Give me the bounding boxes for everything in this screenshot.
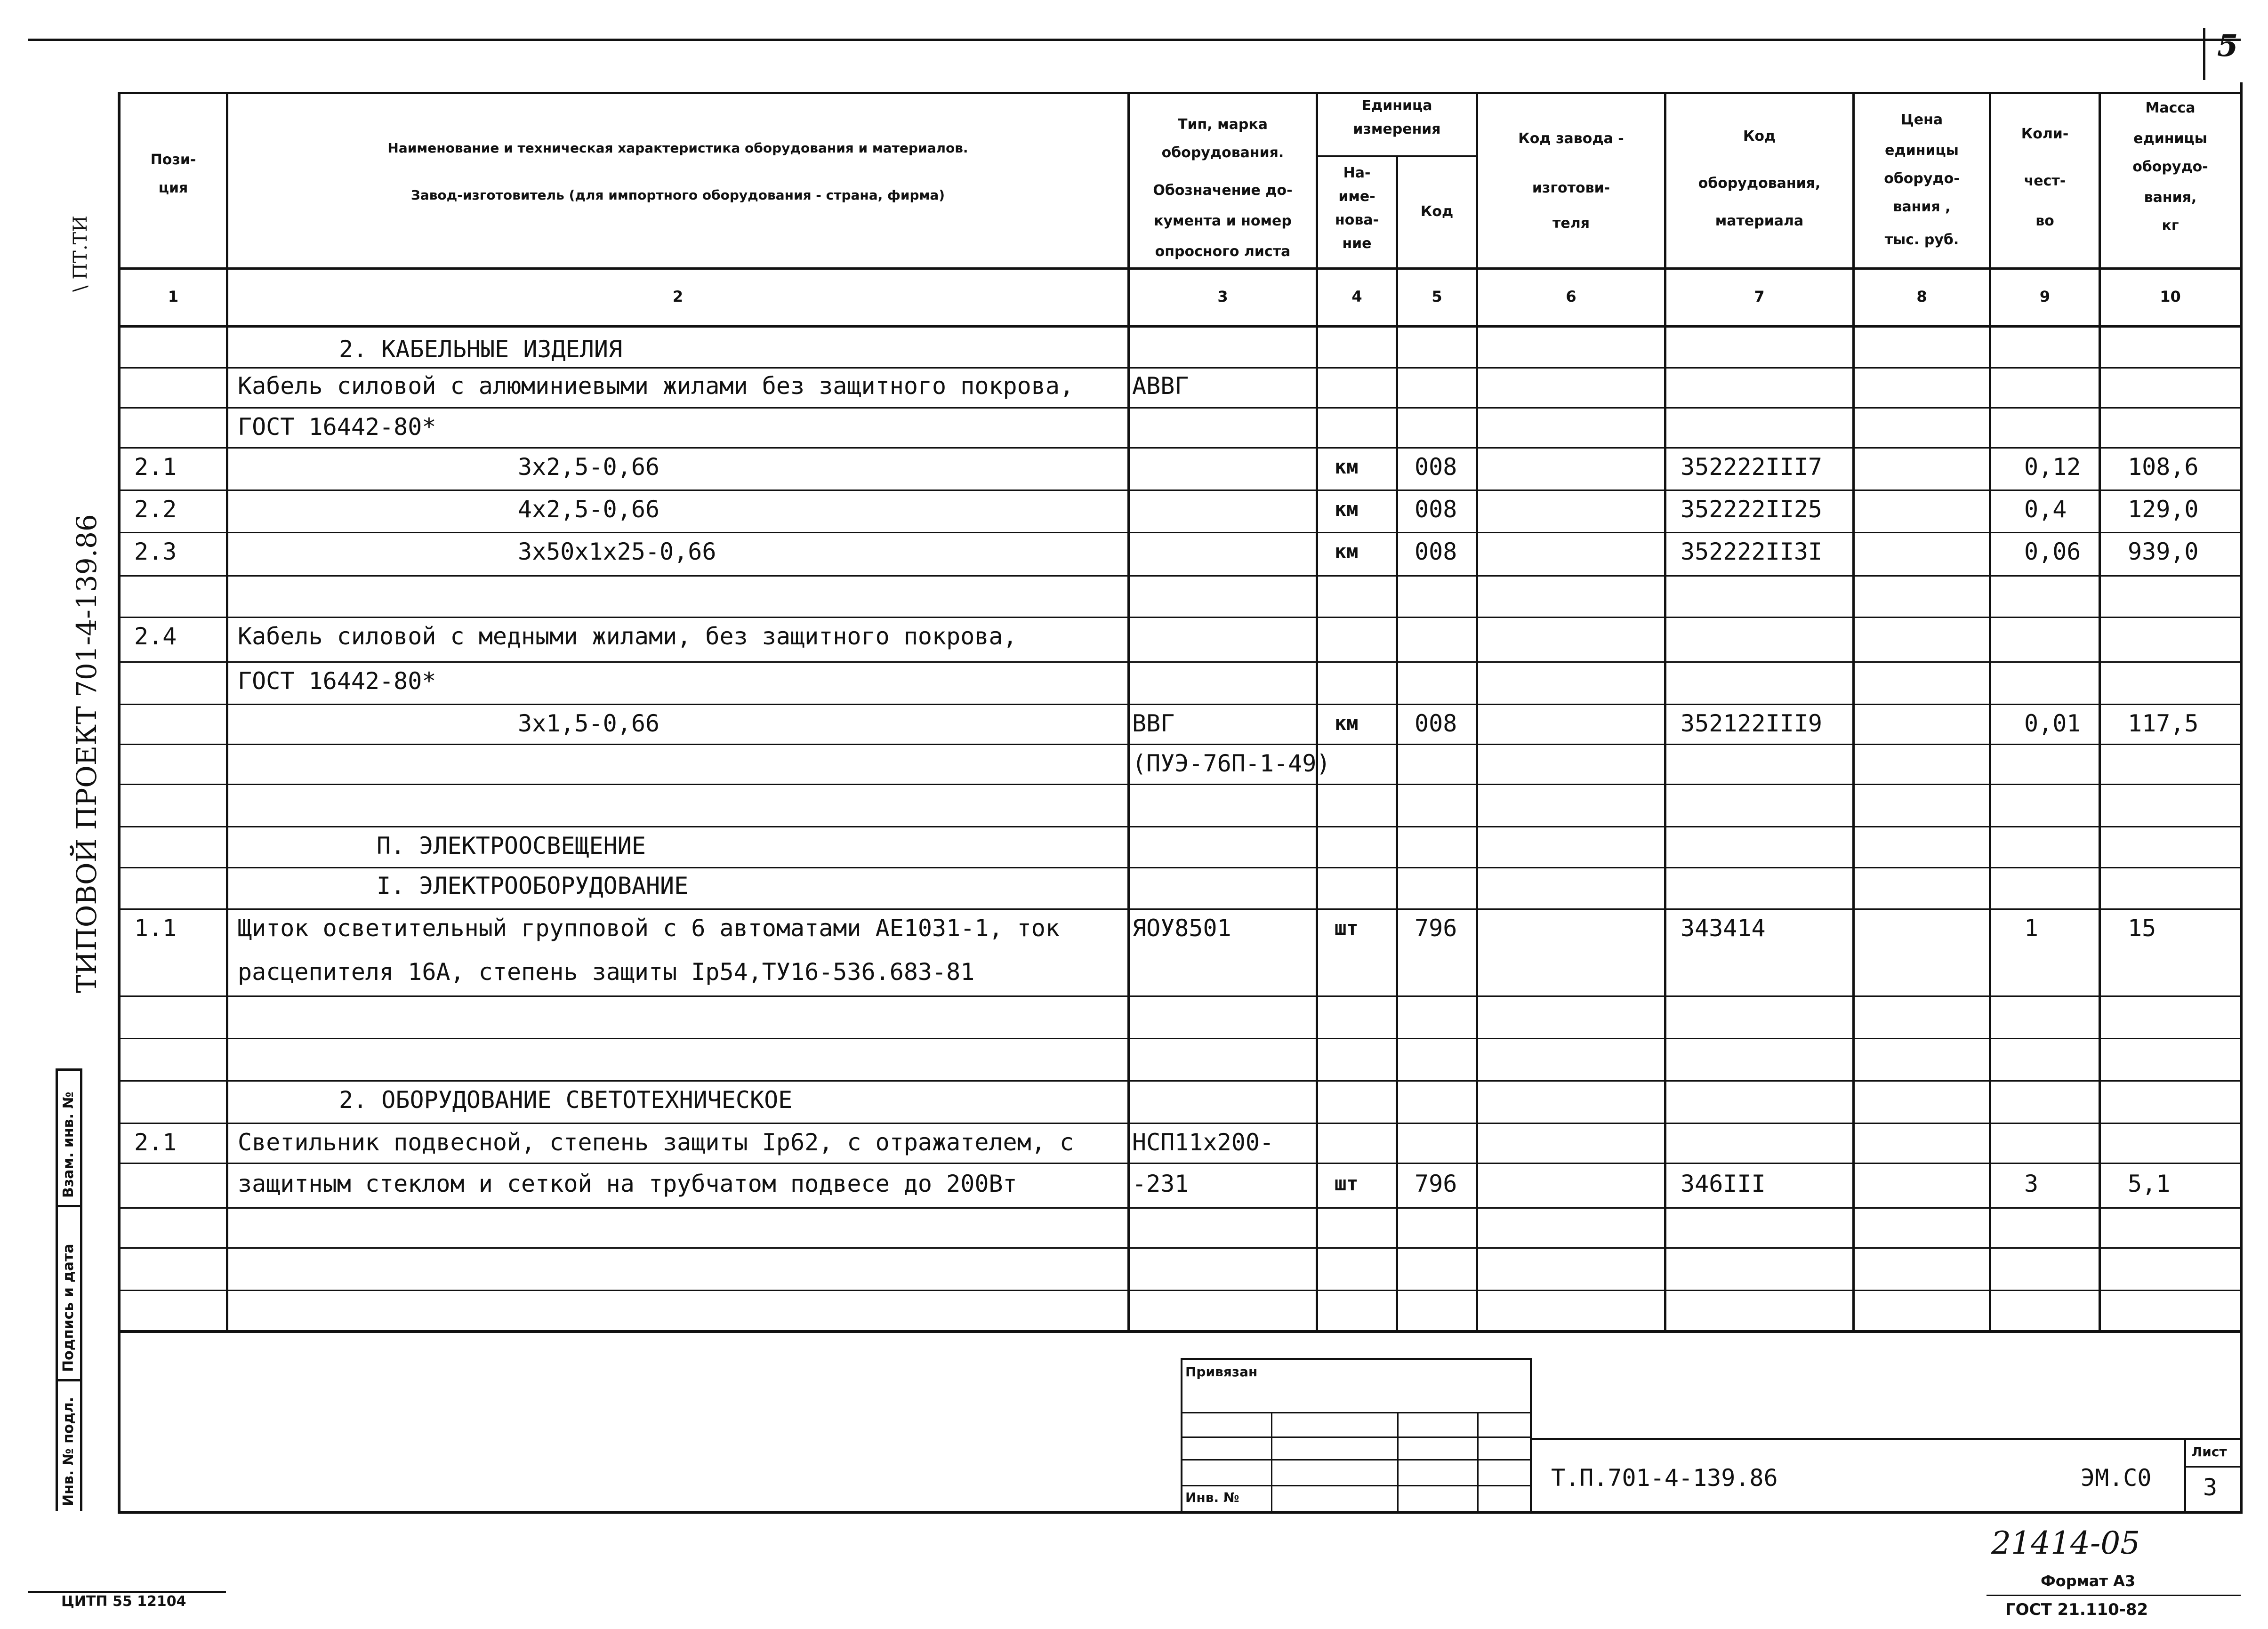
hdr-qty-3: во (2035, 213, 2054, 229)
row-quantity: 0,06 (2024, 538, 2081, 565)
col-number: 4 (1351, 288, 1362, 305)
row-name: расцепителя 16А, степень защиты Ір54,ТУ16-536.683-81 (238, 958, 975, 986)
row-name: 3х1,5-0,66 (518, 710, 660, 737)
col-number: 2 (672, 288, 684, 305)
stamp-privyazan: Привязан (1185, 1364, 1258, 1380)
row-name: 2. ОБОРУДОВАНИЕ СВЕТОТЕХНИЧЕСКОЕ (339, 1086, 793, 1114)
row-mass: 939,0 (2128, 538, 2199, 565)
hdr-name-2: Завод-изготовитель (для импортного оборудования - страна, фирма) (410, 187, 945, 203)
row-position: 2.4 (134, 623, 177, 650)
hdr-code-1: Код (1743, 128, 1776, 144)
side-stamp-podpis: Подпись и дата (60, 1244, 77, 1372)
row-type: АВВГ (1132, 372, 1189, 400)
hdr-unitname-3: нова- (1335, 212, 1379, 228)
hdr-mass-5: кг (2162, 217, 2179, 234)
hdr-mfr-3: теля (1552, 215, 1590, 232)
hdr-type-1: Тип, марка (1178, 116, 1268, 133)
row-material-code: 346ІІІ (1681, 1170, 1766, 1197)
hdr-unitname-2: име- (1338, 188, 1375, 205)
row-material-code: 352222ІІІ7 (1681, 453, 1823, 481)
row-type: ЯОУ8501 (1132, 915, 1231, 942)
col-number: 1 (168, 288, 179, 305)
row-quantity: 0,4 (2024, 496, 2067, 523)
row-name: 3х2,5-0,66 (518, 453, 660, 481)
row-unit-code: 008 (1415, 453, 1457, 481)
row-unit-code: 008 (1415, 538, 1457, 565)
row-quantity: 0,12 (2024, 453, 2081, 481)
hdr-price-4: вания , (1893, 199, 1951, 215)
format-label: Формат А3 (2041, 1572, 2136, 1590)
hdr-mass-1: Масса (2145, 100, 2196, 116)
row-name: Кабель силовой с медными жилами, без защитного покрова, (238, 623, 1017, 650)
handwritten-number: 21414-05 (1991, 1525, 2140, 1561)
row-unit-code: 008 (1415, 496, 1457, 523)
stamp-doc-code: Т.П.701-4-139.86 (1551, 1464, 1778, 1492)
hdr-unit-2: измерения (1353, 121, 1441, 137)
hdr-type-3: Обозначение до- (1153, 182, 1293, 199)
hdr-type-4: кумента и номер (1154, 213, 1292, 229)
hdr-price-3: оборудо- (1884, 170, 1960, 187)
stamp-mark: ЭМ.С0 (2081, 1464, 2152, 1492)
side-stamp-vzam: Взам. инв. № (60, 1091, 77, 1198)
hdr-mass-3: оборудо- (2132, 159, 2208, 175)
row-position: 2.3 (134, 538, 177, 565)
hdr-price-1: Цена (1900, 112, 1943, 128)
row-mass: 108,6 (2128, 453, 2199, 481)
hdr-name-1: Наименование и техническая характеристика оборудования и материалов. (387, 140, 968, 156)
row-position: 2.1 (134, 1129, 177, 1156)
row-mass: 117,5 (2128, 710, 2199, 737)
row-name: І. ЭЛЕКТРООБОРУДОВАНИЕ (377, 872, 689, 899)
hdr-mass-2: единицы (2133, 130, 2207, 147)
row-unit: км (1335, 540, 1359, 563)
side-project-label: ТИПОВОЙ ПРОЕКТ 701-4-139.86 (71, 514, 103, 993)
hdr-type-5: опросного листа (1155, 243, 1291, 260)
corner-box-left (2203, 28, 2205, 80)
page-corner-number: 5 (2217, 28, 2238, 64)
row-name: Кабель силовой с алюминиевыми жилами без защитного покрова, (238, 372, 1074, 400)
col-number: 10 (2160, 288, 2181, 305)
row-unit: шт (1335, 1172, 1359, 1195)
hdr-code-3: материала (1715, 213, 1804, 229)
side-stamp-inv-podl: Инв. № подл. (60, 1396, 77, 1506)
row-unit: км (1335, 712, 1359, 735)
row-type: (ПУЭ-76П-1-49) (1132, 750, 1331, 777)
row-type: -231 (1132, 1170, 1189, 1197)
row-unit-code: 008 (1415, 710, 1457, 737)
row-quantity: 1 (2024, 915, 2039, 942)
row-name: П. ЭЛЕКТРООСВЕЩЕНИЕ (377, 832, 646, 859)
col-number: 6 (1566, 288, 1576, 305)
hdr-type-2: оборудования. (1161, 144, 1284, 161)
gost-label: ГОСТ 21.110-82 (2005, 1600, 2148, 1619)
hdr-mfr-1: Код завода - (1518, 130, 1624, 147)
hdr-code-2: оборудования, (1698, 175, 1821, 192)
row-material-code: 352122ІІІ9 (1681, 710, 1823, 737)
hdr-unitname-4: ние (1342, 235, 1372, 252)
row-type: ВВГ (1132, 710, 1175, 737)
hdr-qty-1: Коли- (2021, 126, 2069, 142)
row-material-code: 352222ІІ25 (1681, 496, 1823, 523)
hdr-mfr-2: изготови- (1532, 180, 1610, 196)
row-unit: км (1335, 455, 1359, 478)
hdr-qty-2: чест- (2024, 173, 2066, 189)
top-border-line (28, 39, 2241, 41)
col-number: 5 (1432, 288, 1442, 305)
row-unit-code: 796 (1415, 1170, 1457, 1197)
row-unit: км (1335, 498, 1359, 521)
hdr-pos-2: ция (158, 180, 188, 196)
row-name: 4х2,5-0,66 (518, 496, 660, 523)
col-number: 7 (1754, 288, 1765, 305)
row-mass: 5,1 (2128, 1170, 2171, 1197)
row-position: 1.1 (134, 915, 177, 942)
col-number: 3 (1217, 288, 1228, 305)
hdr-unit-1: Единица (1361, 97, 1432, 114)
stamp-inv-no: Инв. № (1185, 1490, 1239, 1505)
citp-label: ЦИТП 55 12104 (61, 1593, 186, 1610)
row-quantity: 3 (2024, 1170, 2039, 1197)
row-name: ГОСТ 16442-80* (238, 667, 436, 695)
row-mass: 129,0 (2128, 496, 2199, 523)
hdr-price-5: тыс. руб. (1884, 232, 1959, 248)
row-name: 2. КАБЕЛЬНЫЕ ИЗДЕЛИЯ (339, 336, 623, 363)
row-material-code: 352222ІІ3І (1681, 538, 1823, 565)
hdr-unitcode: Код (1420, 203, 1454, 220)
side-project-label-top: \ ПТ.ТИ (70, 215, 91, 292)
row-mass: 15 (2128, 915, 2156, 942)
hdr-pos-1: Пози- (150, 152, 196, 168)
row-material-code: 343414 (1681, 915, 1766, 942)
hdr-price-2: единицы (1885, 142, 1959, 159)
row-type: НСП11х200- (1132, 1129, 1274, 1156)
row-name: Светильник подвесной, степень защиты Ір62, с отражателем, с (238, 1129, 1074, 1156)
row-name: 3х50х1х25-0,66 (518, 538, 716, 565)
row-unit: шт (1335, 916, 1359, 939)
hdr-mass-4: вания, (2144, 189, 2197, 206)
col-number: 9 (2039, 288, 2051, 305)
col-number: 8 (1916, 288, 1927, 305)
stamp-sheet-label: Лист (2191, 1444, 2227, 1460)
row-name: ГОСТ 16442-80* (238, 413, 436, 441)
row-unit-code: 796 (1415, 915, 1457, 942)
row-name: защитным стеклом и сеткой на трубчатом подвесе до 200Вт (238, 1170, 1017, 1197)
hdr-unitname-1: На- (1343, 165, 1371, 181)
row-position: 2.1 (134, 453, 177, 481)
row-position: 2.2 (134, 496, 177, 523)
row-quantity: 0,01 (2024, 710, 2081, 737)
stamp-sheet-no: 3 (2203, 1474, 2218, 1501)
row-name: Щиток осветительный групповой с 6 автоматами АЕ1031-1, ток (238, 915, 1060, 942)
